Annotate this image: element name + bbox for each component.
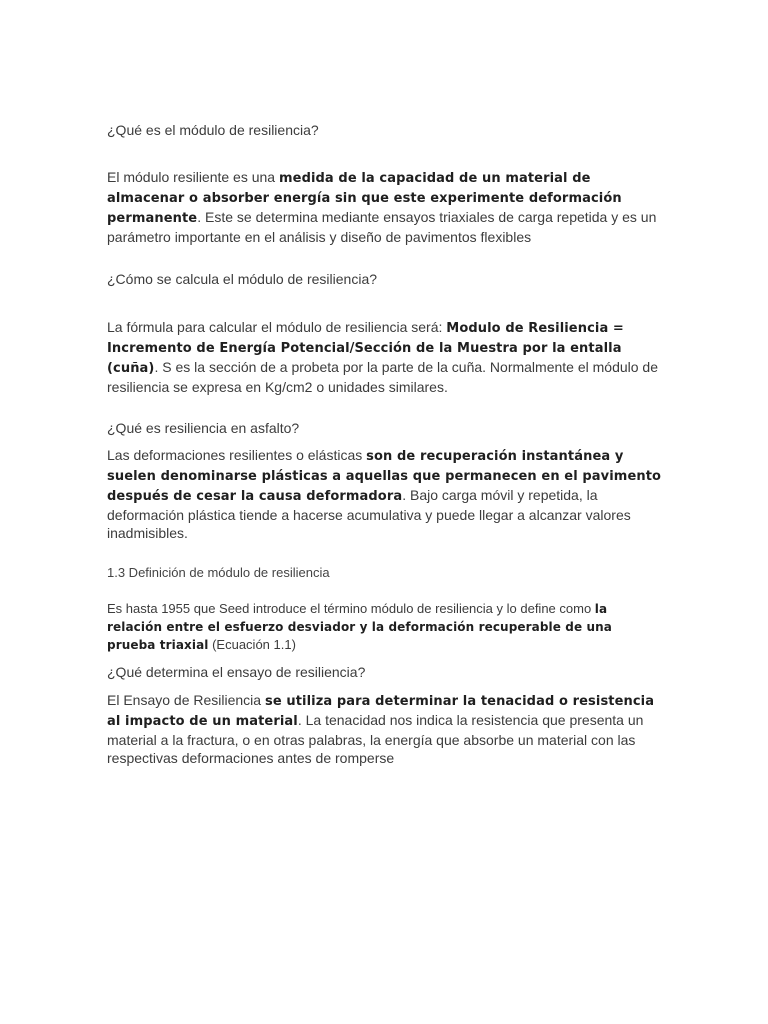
paragraph-text: . S es la sección de a probeta por la parte de la cuña. Normalmente el módulo de resiliencia se expresa en Kg/cm2 o unidades similares. xyxy=(107,359,658,395)
answer-paragraph xyxy=(107,691,662,767)
paragraph-text: El Ensayo de Resiliencia xyxy=(107,692,265,708)
paragraph-text: . La tenacidad nos indica la resistencia que presenta un material a la fractura, o en otras palabras, la energía que absorbe un material con las respectivas deformaciones antes de romperse xyxy=(107,712,644,766)
paragraph-text: Es hasta 1955 que Seed introduce el término módulo de resiliencia y lo define como xyxy=(107,601,595,616)
paragraph-text: . Este se determina mediante ensayos triaxiales de carga repetida y es un parámetro importante en el análisis y diseño de pavimentos flexibles xyxy=(107,209,657,245)
paragraph-text: Las deformaciones resilientes o elásticas xyxy=(107,447,367,463)
answer-paragraph xyxy=(107,446,662,542)
bold-text: medida de la capacidad de un material de almacenar o absorber energía sin que este experimente deformación permanente xyxy=(107,171,622,226)
bold-text: Modulo de Resiliencia = Incremento de Energía Potencial/Sección de la Muestra por la entalla (cuña) xyxy=(107,321,624,376)
paragraph-text: . Bajo carga móvil y repetida, la deformación plástica tiende a hacerse acumulativa y puede llegar a alcanzar valores inadmisibles. xyxy=(107,487,631,541)
answer-paragraph xyxy=(107,318,662,396)
answer-paragraph xyxy=(107,600,662,654)
paragraph-text: La fórmula para calcular el módulo de resiliencia será: xyxy=(107,319,447,335)
bold-text: son de recuperación instantánea y suelen denominarse plásticas a aquellas que permanecen en el pavimento después de cesar la causa deformadora xyxy=(107,449,662,504)
question-heading: ¿Qué determina el ensayo de resiliencia? xyxy=(107,664,366,680)
question-heading: ¿Qué es el módulo de resiliencia? xyxy=(107,122,319,138)
section-heading: 1.3 Definición de módulo de resiliencia xyxy=(107,565,330,580)
paragraph-text: El módulo resiliente es una xyxy=(107,169,279,185)
answer-paragraph xyxy=(107,168,662,246)
question-heading: ¿Qué es resiliencia en asfalto? xyxy=(107,420,300,436)
bold-text: se utiliza para determinar la tenacidad o resistencia al impacto de un material xyxy=(107,694,655,729)
paragraph-text: (Ecuación 1.1) xyxy=(208,637,296,652)
bold-text: la relación entre el esfuerzo desviador y la deformación recuperable de una prueba triaxial xyxy=(107,602,612,652)
question-heading: ¿Cómo se calcula el módulo de resiliencia? xyxy=(107,271,378,287)
